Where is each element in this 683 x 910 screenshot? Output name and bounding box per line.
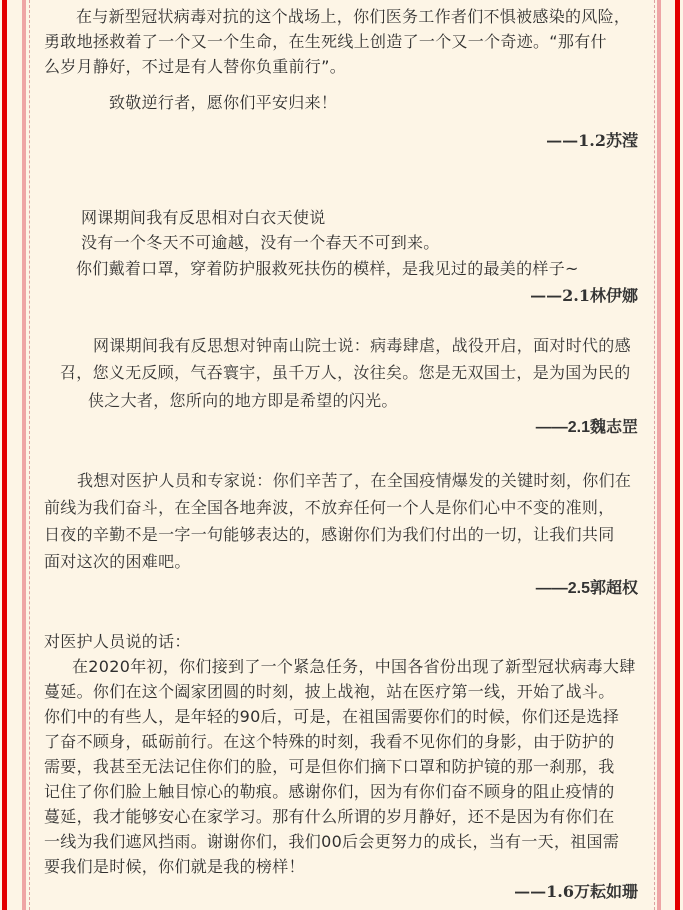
message-text-line: 你们中的有些人，是年轻的90后，可是，在祖国需要你们的时候，你们还是选择: [44, 707, 620, 726]
message-text-line: 网课期间我有反思想对钟南山院士说：病毒肆虐，战役开启，面对时代的感: [93, 338, 631, 355]
message-text-line: 么岁月静好，不过是有人替你负重前行”。: [44, 57, 346, 76]
dashed-border-left: [29, 0, 30, 910]
message-text-line: 你们戴着口罩，穿着防护服救死扶伤的模样，是我见过的最美的样子~: [76, 259, 579, 278]
message-text-line: 在与新型冠状病毒对抗的这个战场上，你们医务工作者们不惧被感染的风险，: [76, 7, 631, 26]
message-text-line: 面对这次的困难吧。: [44, 554, 191, 571]
message-text-line: 勇敢地拯救着了一个又一个生命，在生死线上创造了一个又一个奇迹。“那有什: [44, 32, 607, 51]
message-signature: ——2.5郭超权: [535, 580, 638, 597]
message-text-line: 前线为我们奋斗，在全国各地奔波，不放弃任何一个人是你们心中不变的准则，: [44, 500, 615, 517]
message-signature: ——1.2苏滢: [546, 131, 638, 150]
message-text-line: 需要，我甚至无法记住你们的脸，可是但你们摘下口罩和防护镜的那一刹那，我: [44, 757, 615, 776]
dashed-border-right: [654, 0, 655, 910]
message-text-line: 日夜的辛勤不是一字一句能够表达的，感谢你们为我们付出的一切，让我们共同: [44, 527, 615, 544]
message-text-line: 蔓延。你们在这个阖家团圆的时刻，披上战袍，站在医疗第一线，开始了战斗。: [44, 682, 615, 701]
outer-border-left: [2, 0, 7, 910]
message-text-line: 侠之大者，您所向的地方即是希望的闪光。: [88, 393, 398, 410]
message-text-line: 没有一个冬天不可逾越，没有一个春天不可到来。: [81, 233, 440, 252]
message-text-line: 要我们是时候，你们就是我的榜样！: [44, 857, 305, 876]
message-signature: ——1.6万耘如珊: [514, 882, 638, 901]
message-text-line: 网课期间我有反思相对白衣天使说: [81, 208, 326, 227]
message-text-line: 了奋不顾身，砥砺前行。在这个特殊的时刻，我看不见你们的身影，由于防护的: [44, 732, 615, 751]
message-text-line: 我想对医护人员和专家说：你们辛苦了，在全国疫情爆发的关键时刻，你们在: [77, 473, 632, 490]
outer-border-right: [675, 0, 680, 910]
message-text-line: 在2020年初，你们接到了一个紧急任务，中国各省份出现了新型冠状病毒大肆: [72, 657, 636, 676]
message-text-line: 记住了你们脸上触目惊心的勒痕。感谢你们，因为有你们奋不顾身的阻止疫情的: [44, 782, 615, 801]
inner-border-right: [657, 0, 661, 910]
message-signature: ——2.1林伊娜: [530, 286, 638, 305]
message-text-line: 一线为我们遮风挡雨。谢谢你们，我们00后会更努力的成长，当有一天，祖国需: [44, 832, 620, 851]
message-heading: 对医护人员说的话：: [44, 632, 191, 651]
inner-border-left: [22, 0, 26, 910]
message-text-line: 致敬逆行者，愿你们平安归来！: [109, 93, 338, 112]
message-signature: ——2.1魏志罡: [535, 419, 638, 436]
message-text-line: 召，您义无反顾，气吞寰宇，虽千万人，汝往矣。您是无双国士，是为国为民的: [60, 365, 631, 382]
message-text-line: 蔓延，我才能够安心在家学习。那有什么所谓的岁月静好，还不是因为有你们在: [44, 807, 615, 826]
